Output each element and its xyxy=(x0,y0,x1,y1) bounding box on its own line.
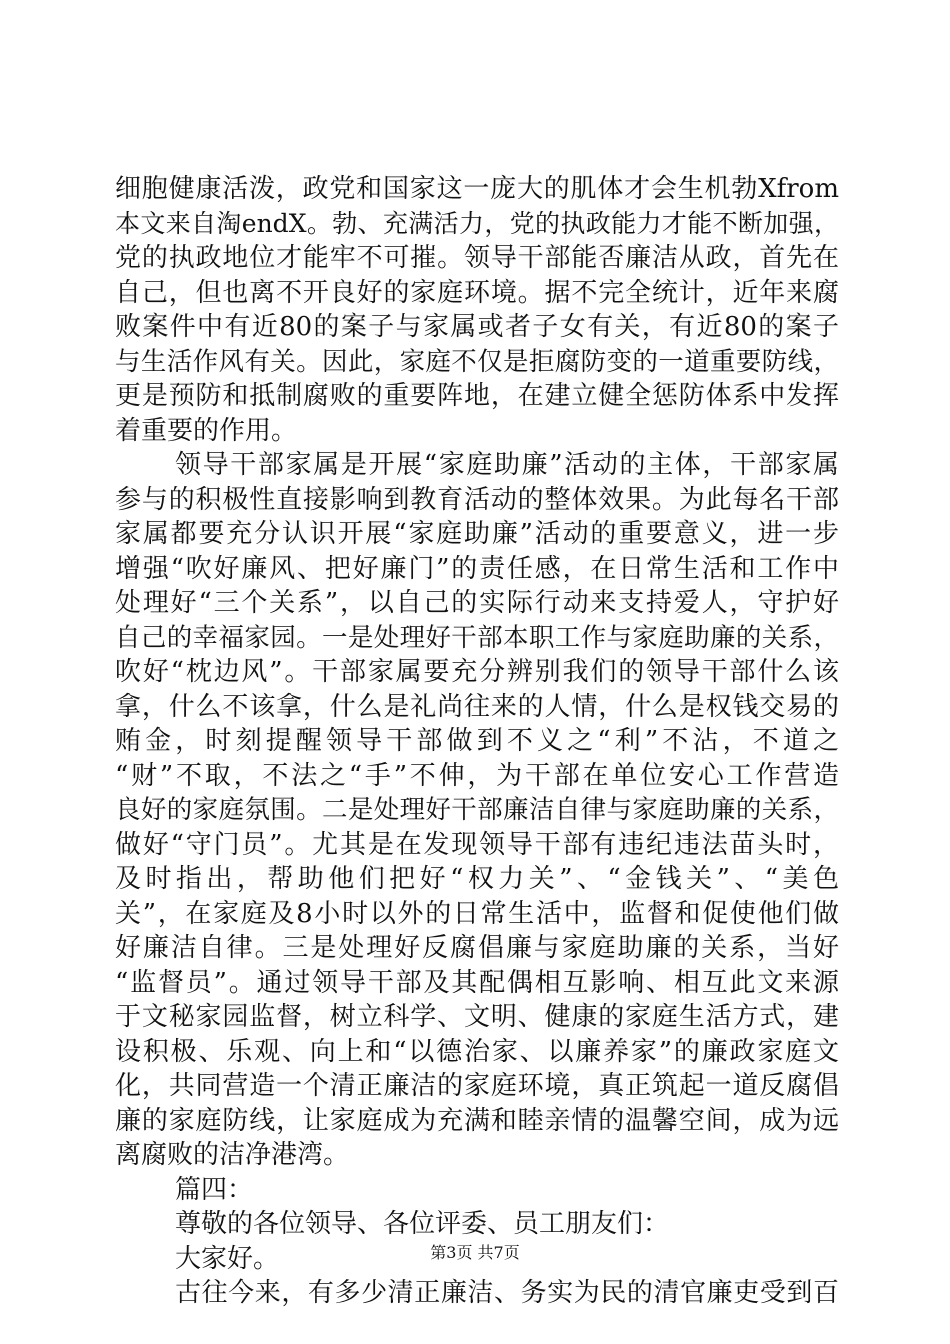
text-line: 细胞健康活泼，政党和国家这一庞大的肌体才会生机勃Xfrom xyxy=(115,174,839,204)
text-line: 领导干部家属是开展“家庭助廉”活动的主体，干部家属 xyxy=(175,450,839,480)
text-line: 参与的积极性直接影响到教育活动的整体效果。为此每名干部 xyxy=(115,484,839,515)
text-line: 古往今来，有多少清正廉洁、务实为民的清官廉吏受到百 xyxy=(175,1278,839,1308)
text-line: 着重要的作用。 xyxy=(115,415,298,446)
text-line: 吹好“枕边风”。干部家属要充分辨别我们的领导干部什么该 xyxy=(115,657,839,687)
text-line: 拿，什么不该拿，什么是礼尚往来的人情，什么是权钱交易的 xyxy=(115,691,839,722)
text-line: 家属都要充分认识开展“家庭助廉”活动的重要意义，进一步 xyxy=(115,519,839,549)
text-line: 及时指出，帮助他们把好“权力关”、“金钱关”、“美色 xyxy=(115,864,839,894)
text-line: 好廉洁自律。三是处理好反腐倡廉与家庭助廉的关系，当好 xyxy=(115,933,839,963)
text-line: 处理好“三个关系”，以自己的实际行动来支持爱人，守护好 xyxy=(115,588,839,618)
text-line: 良好的家庭氛围。二是处理好干部廉洁自律与家庭助廉的关系， xyxy=(115,795,839,825)
text-line: 廉的家庭防线，让家庭成为充满和睦亲情的温馨空间，成为远 xyxy=(115,1105,839,1136)
text-line: 化，共同营造一个清正廉洁的家庭环境，真正筑起一道反腐倡 xyxy=(115,1071,839,1101)
text-line: 与生活作风有关。因此，家庭不仅是拒腐防变的一道重要防线， xyxy=(115,346,839,377)
text-line: 党的执政地位才能牢不可摧。领导干部能否廉洁从政，首先在 xyxy=(115,243,839,273)
text-line: 贿金，时刻提醒领导干部做到不义之“利”不沾，不道之 xyxy=(115,726,839,756)
text-line: “财”不取，不法之“手”不伸，为干部在单位安心工作营造 xyxy=(115,760,839,791)
text-line: 自己，但也离不开良好的家庭环境。据不完全统计，近年来腐 xyxy=(115,277,839,308)
salutation: 尊敬的各位领导、各位评委、员工朋友们： xyxy=(175,1209,670,1239)
text-line: “监督员”。通过领导干部及其配偶相互影响、相互此文来源 xyxy=(115,967,839,998)
text-line: 离腐败的洁净港湾。 xyxy=(115,1140,350,1170)
section-heading: 篇四： xyxy=(175,1174,254,1205)
greeting: 大家好。 xyxy=(175,1243,280,1274)
text-line: 自己的幸福家园。一是处理好干部本职工作与家庭助廉的关系， xyxy=(115,622,839,653)
text-line: 败案件中有近80的案子与家属或者子女有关，有近80的案子 xyxy=(115,312,839,342)
text-line: 关”，在家庭及8小时以外的日常生活中，监督和促使他们做 xyxy=(115,898,839,929)
text-line: 增强“吹好廉风、把好廉门”的责任感，在日常生活和工作中 xyxy=(115,553,839,584)
text-line: 更是预防和抵制腐败的重要阵地，在建立健全惩防体系中发挥 xyxy=(115,381,839,411)
text-line: 设积极、乐观、向上和“以德治家、以廉养家”的廉政家庭文 xyxy=(115,1036,839,1067)
document-body xyxy=(115,172,839,1311)
text-line: 于文秘家园监督，树立科学、文明、健康的家庭生活方式，建 xyxy=(115,1002,839,1032)
page-number-footer: 第3页 共7页 xyxy=(430,1243,520,1262)
text-line: 做好“守门员”。尤其是在发现领导干部有违纪违法苗头时， xyxy=(115,829,839,860)
text-line: 本文来自淘endX。勃、充满活力，党的执政能力才能不断加强， xyxy=(115,208,839,238)
